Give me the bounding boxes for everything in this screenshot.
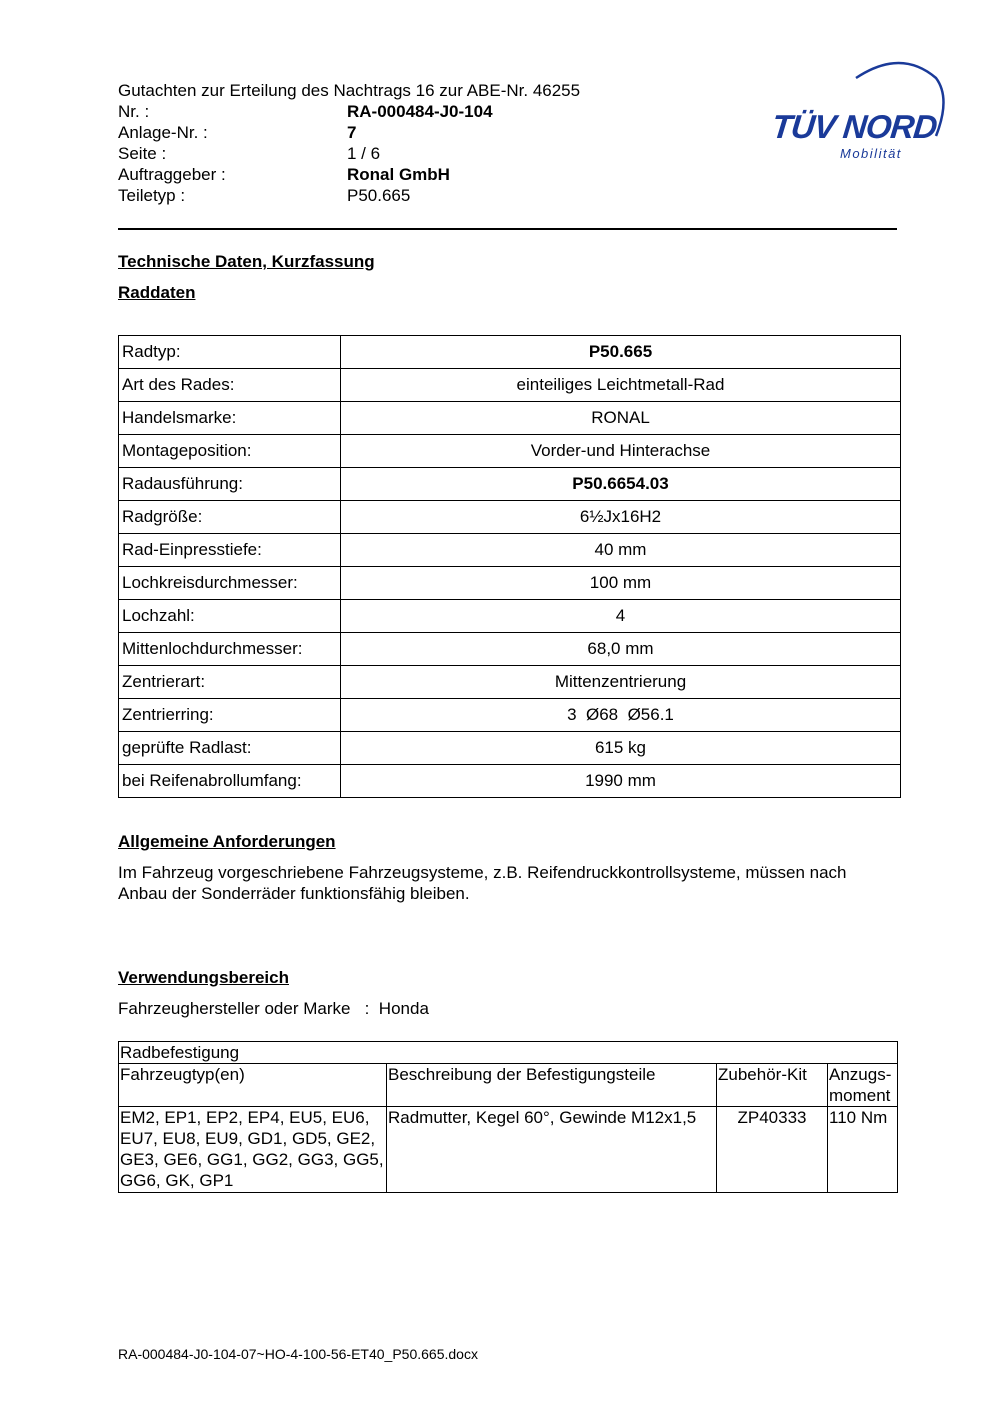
column-header: Anzugs-moment	[828, 1064, 898, 1107]
spec-key: geprüfte Radlast:	[119, 732, 341, 765]
spec-value: einteiliges Leichtmetall-Rad	[341, 369, 901, 402]
header-label: Anlage-Nr. :	[118, 123, 208, 142]
table-row	[119, 1107, 898, 1193]
table-row	[119, 336, 901, 369]
header-value: 7	[347, 123, 357, 142]
section-heading-usage: Verwendungsbereich	[118, 968, 289, 987]
header-row-page	[118, 143, 580, 164]
table-row	[119, 435, 901, 468]
column-header: Fahrzeugtyp(en)	[119, 1064, 387, 1107]
spec-key: Lochzahl:	[119, 600, 341, 633]
column-header: Zubehör-Kit	[717, 1064, 828, 1107]
spec-key: Radausführung:	[119, 468, 341, 501]
spec-key: Radgröße:	[119, 501, 341, 534]
spec-value: 40 mm	[341, 534, 901, 567]
header-label: Nr. :	[118, 102, 150, 121]
wheel-data-table	[118, 335, 901, 798]
spec-value: RONAL	[341, 402, 901, 435]
tuv-nord-logo	[766, 58, 946, 168]
table-row	[119, 534, 901, 567]
spec-value: Mittenzentrierung	[341, 666, 901, 699]
spec-value: 68,0 mm	[341, 633, 901, 666]
spec-value: 6½Jx16H2	[341, 501, 901, 534]
table-row	[119, 699, 901, 732]
spec-value: 615 kg	[341, 732, 901, 765]
spec-key: Art des Rades:	[119, 369, 341, 402]
header-label: Auftraggeber :	[118, 165, 226, 184]
spec-key: Lochkreisdurchmesser:	[119, 567, 341, 600]
table-row	[119, 402, 901, 435]
header-value: Ronal GmbH	[347, 165, 450, 184]
column-header: Beschreibung der Befestigungsteile	[387, 1064, 717, 1107]
spec-value: P50.665	[341, 336, 901, 369]
table-row	[119, 468, 901, 501]
section-heading-tech: Technische Daten, Kurzfassung	[118, 252, 375, 271]
wheel-fixing-table	[118, 1041, 898, 1193]
table-row	[119, 600, 901, 633]
header-row-number	[118, 101, 580, 122]
document-filename-footer: RA-000484-J0-104-07~HO-4-100-56-ET40_P50.665.docx	[118, 1346, 478, 1362]
table-header-row	[119, 1064, 898, 1107]
spec-value: 4	[341, 600, 901, 633]
table-row	[119, 633, 901, 666]
table-caption: Radbefestigung	[119, 1042, 898, 1064]
header-row-attachment	[118, 122, 580, 143]
logo-subtitle: Mobilität	[840, 146, 902, 161]
accessory-kit: ZP40333	[717, 1107, 828, 1193]
table-row	[119, 567, 901, 600]
table-row	[119, 765, 901, 798]
spec-value: P50.6654.03	[341, 468, 901, 501]
header-value: 1 / 6	[347, 144, 381, 163]
spec-key: Zentrierring:	[119, 699, 341, 732]
spec-value: 3 Ø68 Ø56.1	[341, 699, 901, 732]
vehicle-types: EM2, EP1, EP2, EP4, EU5, EU6, EU7, EU8, EU9, GD1, GD5, GE2, GE3, GE6, GG1, GG2, GG3, GG5, GG6, GK, GP1	[119, 1107, 387, 1193]
header-divider	[118, 228, 897, 230]
general-requirements-text: Im Fahrzeug vorgeschriebene Fahrzeugsysteme, z.B. Reifendruckkontrollsysteme, müssen nach Anbau der Sonderräder funktionsfähig bleiben.	[118, 863, 847, 903]
table-row	[119, 501, 901, 534]
spec-key: Handelsmarke:	[119, 402, 341, 435]
header-label: Teiletyp :	[118, 186, 186, 205]
spec-key: Mittenlochdurchmesser:	[119, 633, 341, 666]
spec-key: Rad-Einpresstiefe:	[119, 534, 341, 567]
table-caption-row	[119, 1042, 898, 1064]
header-row-client	[118, 164, 580, 185]
vehicle-maker-line	[118, 999, 429, 1019]
report-title: Gutachten zur Erteilung des Nachtrags 16 zur ABE-Nr. 46255	[118, 81, 581, 100]
spec-key: Zentrierart:	[119, 666, 341, 699]
maker-separator: :	[350, 999, 379, 1018]
section-heading-wheel: Raddaten	[118, 283, 196, 302]
spec-value: 100 mm	[341, 567, 901, 600]
spec-key: Radtyp:	[119, 336, 341, 369]
maker-value: Honda	[378, 999, 429, 1018]
fixing-description: Radmutter, Kegel 60°, Gewinde M12x1,5	[387, 1107, 717, 1193]
document-header	[118, 80, 580, 206]
section-heading-general: Allgemeine Anforderungen	[118, 832, 336, 851]
table-row	[119, 666, 901, 699]
spec-key: Montageposition:	[119, 435, 341, 468]
table-row	[119, 732, 901, 765]
spec-value: 1990 mm	[341, 765, 901, 798]
tightening-torque: 110 Nm	[828, 1107, 898, 1193]
header-value: RA-000484-J0-104	[347, 102, 493, 121]
header-value: P50.665	[347, 186, 411, 205]
maker-label: Fahrzeughersteller oder Marke	[118, 999, 351, 1018]
table-row	[119, 369, 901, 402]
header-label: Seite :	[118, 144, 167, 163]
spec-key: bei Reifenabrollumfang:	[119, 765, 341, 798]
logo-name: TÜV NORD	[770, 108, 939, 145]
spec-value: Vorder-und Hinterachse	[341, 435, 901, 468]
header-row-part-type	[118, 185, 580, 206]
